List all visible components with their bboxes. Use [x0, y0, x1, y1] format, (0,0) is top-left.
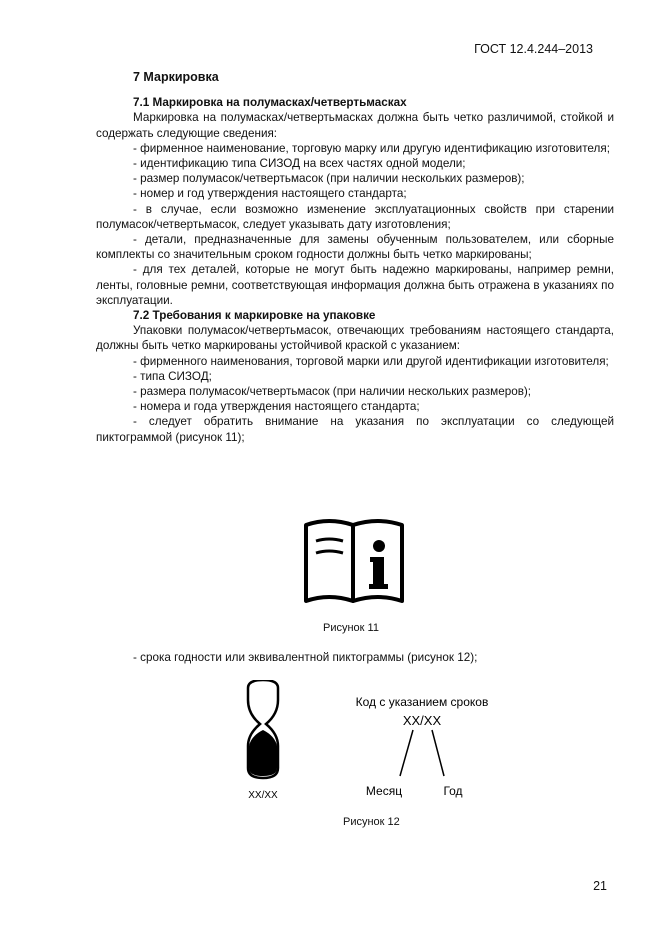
list-item: - размер полумасок/четвертьмасок (при наличии нескольких размеров);: [133, 172, 525, 186]
section-title: 7 Маркировка: [133, 70, 219, 84]
standard-header: ГОСТ 12.4.244–2013: [474, 42, 593, 56]
list-item: - номер и год утверждения настоящего стандарта;: [133, 187, 407, 201]
date-code-diagram: [340, 692, 510, 802]
svg-text:XX/XX: XX/XX: [248, 790, 278, 801]
subsection-title: 7.2 Требования к маркировке на упаковке: [133, 309, 376, 323]
figure-12-caption: Рисунок 12: [343, 816, 400, 828]
list-item: - срока годности или эквивалентной пиктограммы (рисунок 12);: [133, 651, 478, 664]
hourglass-icon: [238, 680, 288, 790]
document-body: [96, 70, 614, 445]
list-item: - номера и года утверждения настоящего стандарта;: [133, 400, 420, 414]
svg-text:XX/XX: XX/XX: [402, 713, 442, 728]
list-item: - типа СИЗОД;: [133, 369, 212, 383]
paragraph: Упаковки полумасок/четвертьмасок, отвечающих требованиям настоящего стандарта, должны быть четко маркированы устойчивой краской с указанием:: [96, 324, 614, 353]
info-book-icon: [302, 517, 406, 605]
list-item: - в случае, если возможно изменение эксплуатационных свойств при старении полумасок/четвертьмасок, следует указывать дату изготовления;: [96, 202, 614, 231]
svg-text:Код с указанием сроков: Код с указанием сроков: [355, 695, 489, 709]
hourglass-label: [238, 786, 288, 802]
svg-text:Год: Год: [443, 784, 463, 798]
list-item: - идентификацию типа СИЗОД на всех частях одной модели;: [133, 157, 466, 171]
text-after-figure-11: [96, 650, 614, 665]
figure-11-caption: Рисунок 11: [323, 622, 379, 634]
svg-text:Месяц: Месяц: [365, 784, 403, 798]
list-item: - детали, предназначенные для замены обученным пользователем, или сборные комплекты со значительным сроком годности должны быть четко маркированы;: [96, 233, 614, 262]
list-item: - для тех деталей, которые не могут быть надежно маркированы, например ремни, ленты, головные ремни, соответствующая информация должна быть отражена в указаниях по эксплуатации.: [96, 263, 614, 307]
subsection-title: 7.1 Маркировка на полумасках/четвертьмасках: [133, 96, 407, 110]
paragraph: Маркировка на полумасках/четвертьмасках должна быть четко различимой, стойкой и содержать следующие сведения:: [96, 111, 614, 140]
list-item: - следует обратить внимание на указания по эксплуатации со следующей пиктограммой (рисунок 11);: [96, 415, 614, 444]
page-number: 21: [593, 879, 607, 893]
list-item: - размера полумасок/четвертьмасок (при наличии нескольких размеров);: [133, 385, 532, 399]
list-item: - фирменного наименования, торговой марки или другой идентификации изготовителя;: [133, 354, 609, 368]
list-item: - фирменное наименование, торговую марку или другую идентификацию изготовителя;: [133, 141, 610, 155]
